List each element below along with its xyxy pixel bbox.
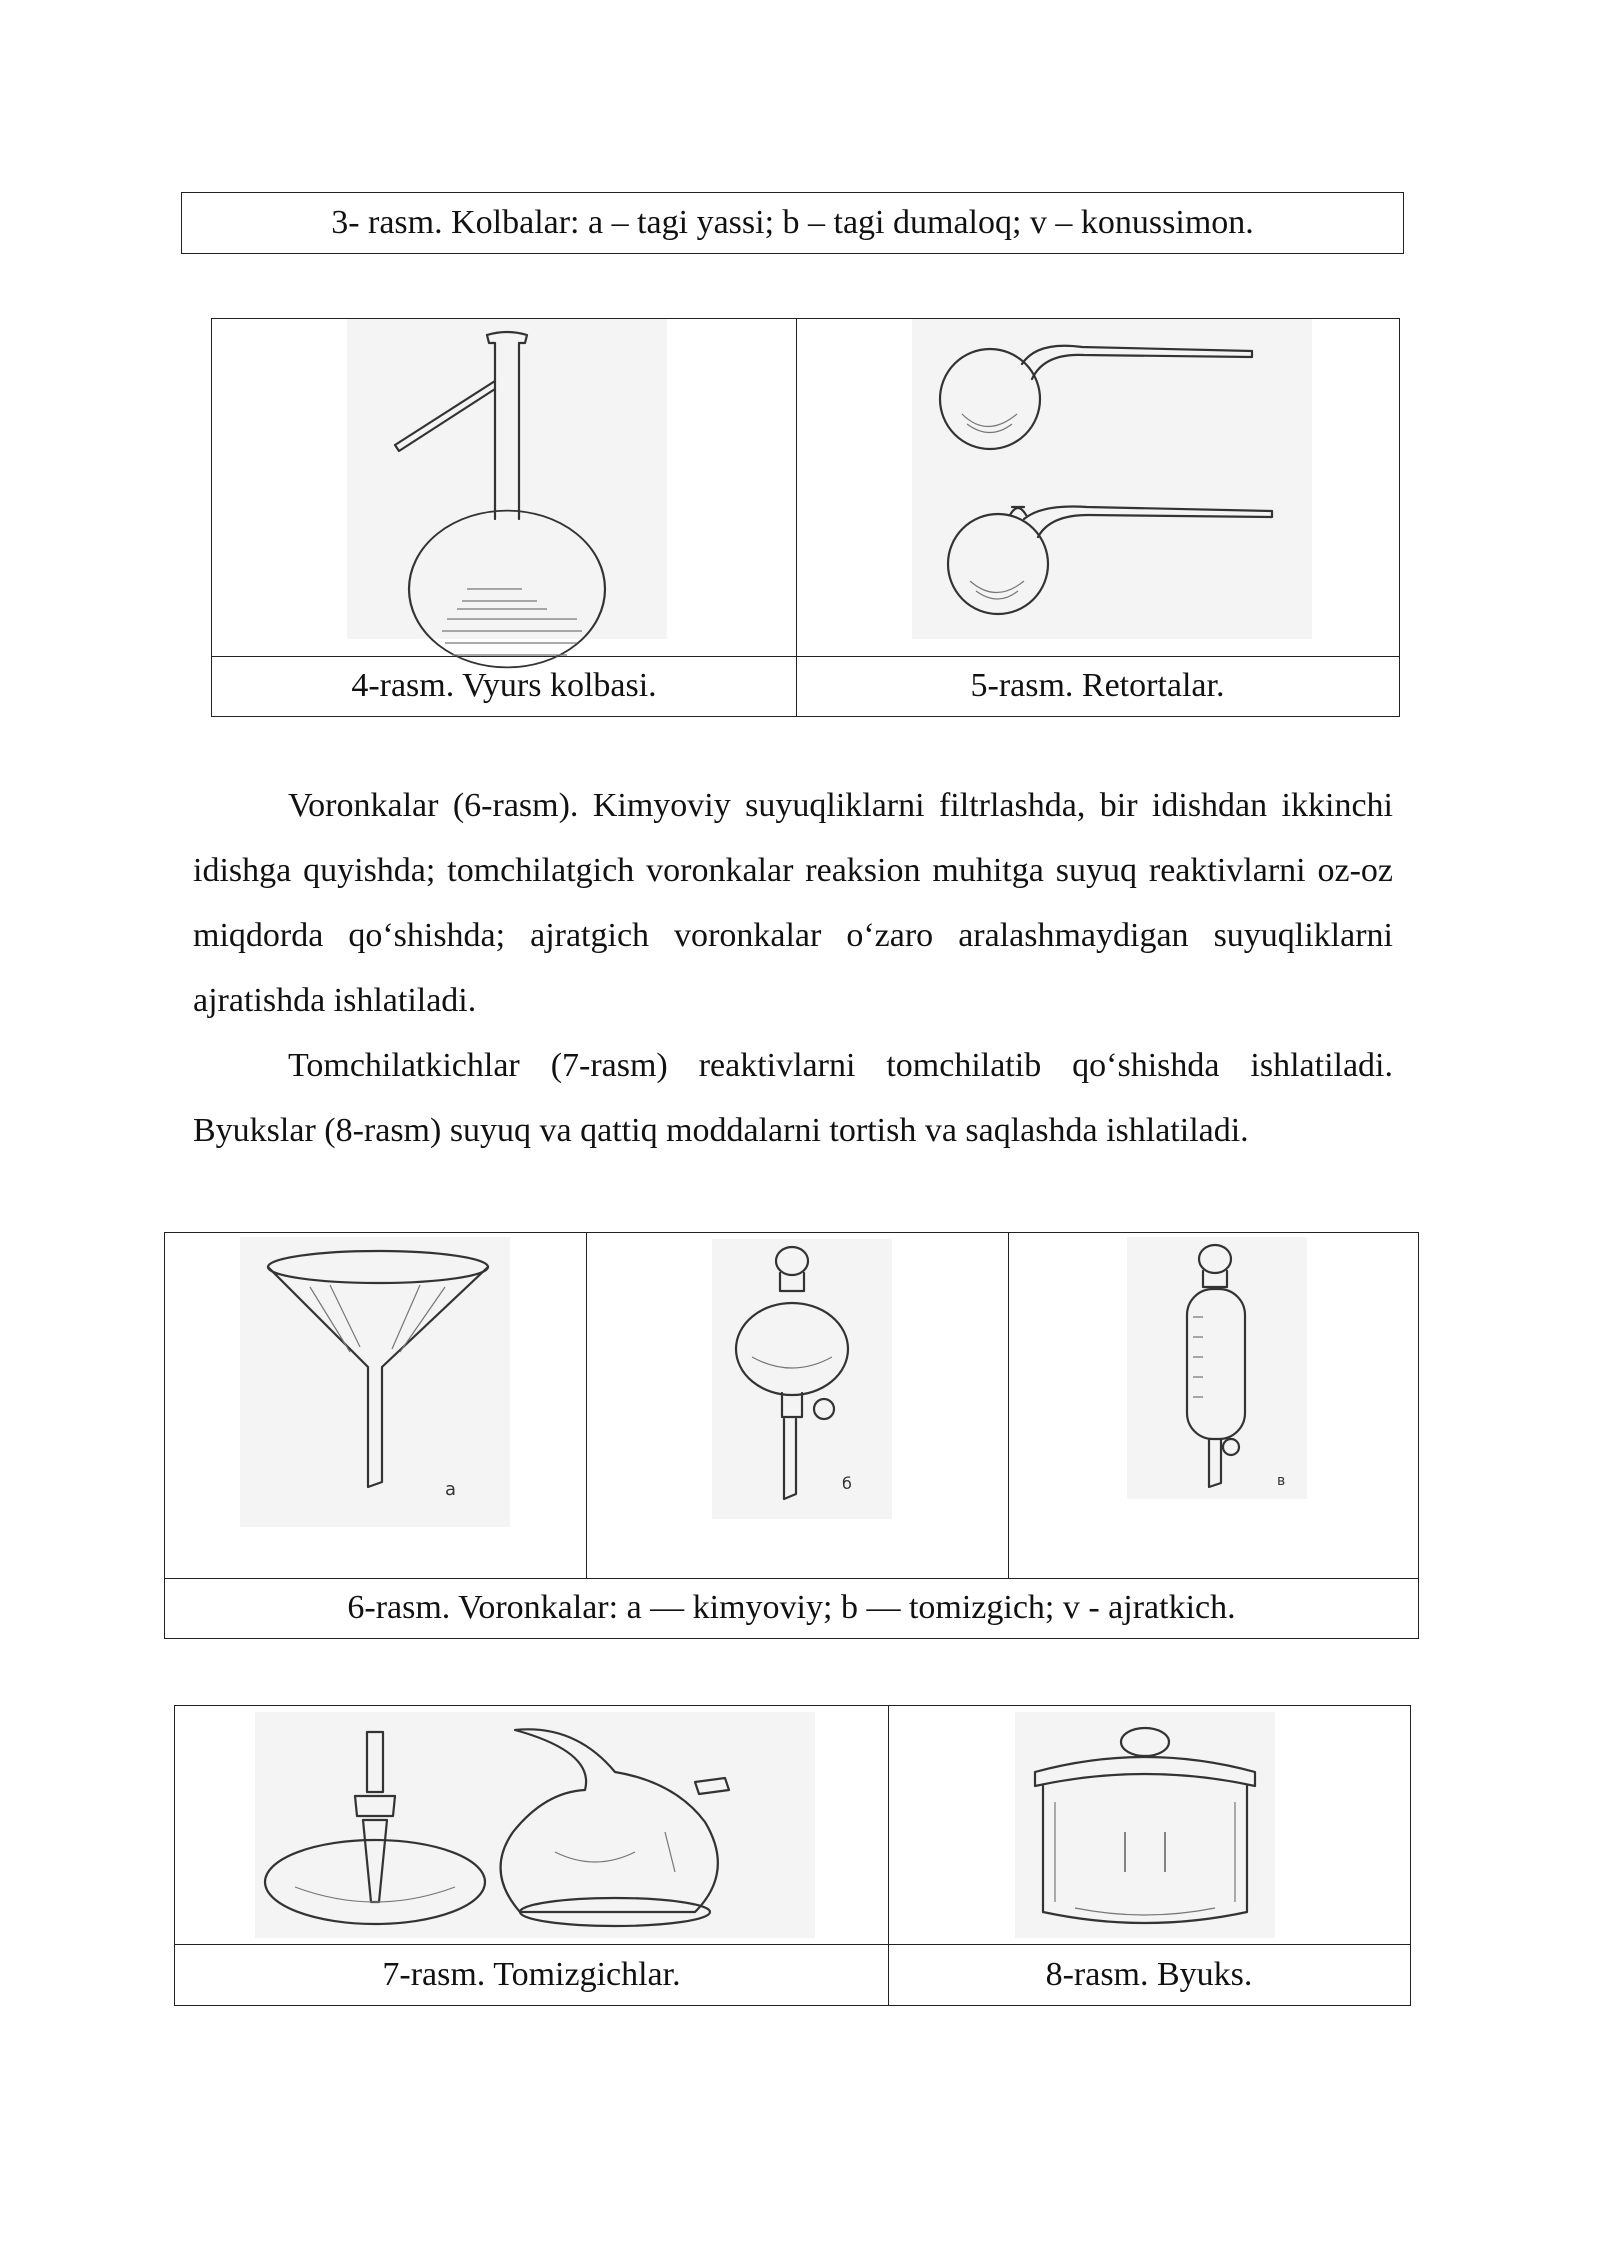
filter-funnel-drawing	[240, 1237, 510, 1527]
figure-3-caption-box	[181, 192, 1404, 254]
wurtz-flask-image	[347, 319, 667, 654]
weighing-bottle-image	[1015, 1712, 1275, 1938]
figure-3-caption: 3- rasm. Kolbalar: a – tagi yassi; b – tagi dumaloq; v – konussimon.	[331, 204, 1254, 241]
dropper-bottle-drawing	[255, 1712, 815, 1938]
figure-4-caption: 4-rasm. Vyurs kolbasi.	[351, 667, 657, 704]
figure-7-caption: 7-rasm. Tomizgichlar.	[382, 1955, 681, 1993]
dropping-funnel-drawing	[712, 1239, 892, 1519]
funnel-label-a: a	[445, 1479, 457, 1500]
figure-8-caption: 8-rasm. Byuks.	[1045, 1955, 1253, 1993]
separatory-funnel-drawing	[1127, 1237, 1307, 1499]
weighing-bottle-drawing	[1015, 1712, 1275, 1938]
body-text	[193, 773, 1393, 1163]
filter-funnel-image	[240, 1237, 510, 1527]
retorts-image	[912, 319, 1312, 654]
funnel-label-b: б	[842, 1474, 852, 1493]
funnel-label-v: в	[1277, 1473, 1286, 1489]
paragraph-funnels: Voronkalar (6-rasm). Kimyoviy suyuqliklarni filtrlashda, bir idishdan ikkinchi idishga quyishda; tomchilatgich voronkalar reaksion muhitga suyuq reaktivlarni oz-oz miqdorda qo‘shishda; ajratgich voronkalar o‘zaro aralashmaydigan suyuqliklarni ajratishda ishlatiladi.	[193, 787, 1393, 1019]
wurtz-flask-drawing	[347, 319, 667, 654]
retort-drawing	[912, 319, 1312, 654]
figure-5-caption: 5-rasm. Retortalar.	[970, 667, 1225, 704]
figures-4-5-table	[211, 318, 1400, 717]
dropper-bottles-image	[255, 1712, 815, 1938]
figure-6-caption: 6-rasm. Voronkalar: a — kimyoviy; b — tomizgich; v - ajratkich.	[347, 1589, 1236, 1626]
dropping-funnel-image	[712, 1239, 892, 1519]
paragraph-droppers: Tomchilatkichlar (7-rasm) reaktivlarni tomchilatib qo‘shishda ishlatiladi. Byukslar (8-rasm) suyuq va qattiq moddalarni tortish va saqlashda ishlatiladi.	[193, 1047, 1393, 1149]
separatory-funnel-image	[1127, 1237, 1307, 1499]
figures-7-8-table	[174, 1705, 1411, 2006]
figure-6-table	[164, 1232, 1419, 1639]
